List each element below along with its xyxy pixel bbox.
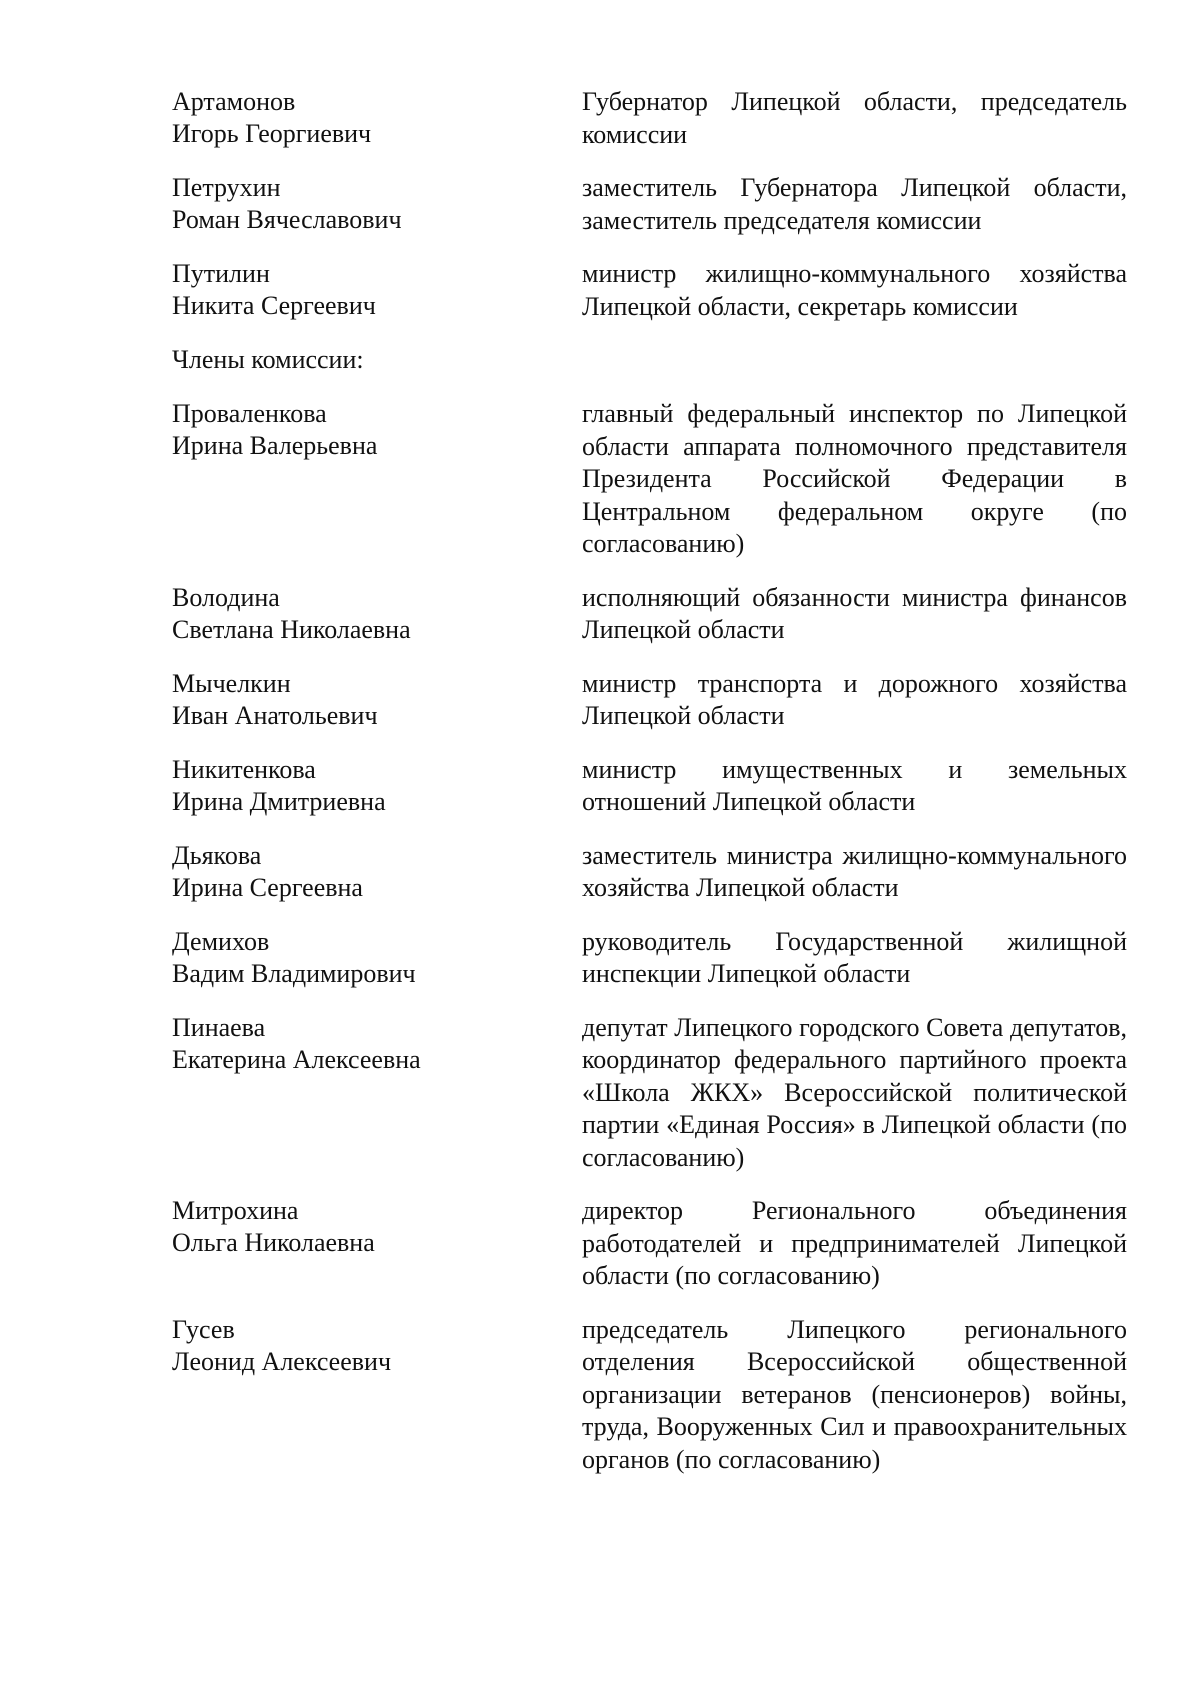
member-position: депутат Липецкого городского Совета депутатов, координатор федерального партийного проекта «Школа ЖКХ» Всероссийской политической партии «Единая Россия» в Липецкой области (по согласованию) [582, 1012, 1127, 1172]
member-name [172, 258, 582, 322]
commission-composition-list [172, 86, 1127, 1497]
commission-entry [172, 398, 1127, 561]
member-name [172, 840, 582, 904]
member-position: исполняющий обязанности министра финансов Липецкой области [582, 582, 1127, 644]
member-position: главный федеральный инспектор по Липецкой области аппарата полномочного представителя Президента Российской Федерации в Центральном федеральном округе (по согласованию) [582, 399, 1127, 558]
member-given-names: Вадим Владимирович [172, 958, 416, 988]
member-surname: Никитенкова [172, 754, 316, 784]
member-surname: Гусев [172, 1314, 235, 1344]
commission-entry [172, 668, 1127, 733]
member-position: министр имущественных и земельных отношений Липецкой области [582, 754, 1127, 816]
member-given-names: Ирина Валерьевна [172, 431, 378, 460]
member-given-names: Екатерина Алексеевна [172, 1044, 421, 1074]
member-position: руководитель Государственной жилищной инспекции Липецкой области [582, 926, 1127, 988]
commission-entry [172, 258, 1127, 323]
member-name [172, 1314, 582, 1378]
member-position: председатель Липецкого регионального отделения Всероссийской общественной организации ветеранов (пенсионеров) войны, труда, Вооруженных Сил и правоохранительных органов (по согласованию) [582, 1314, 1127, 1474]
member-given-names: Никита Сергеевич [172, 291, 376, 320]
member-position: Губернатор Липецкой области, председатель комиссии [582, 87, 1127, 149]
member-surname: Дьякова [172, 840, 262, 870]
commission-entry [172, 1012, 1127, 1175]
member-position: заместитель министра жилищно-коммунального хозяйства Липецкой области [582, 840, 1127, 902]
member-given-names: Иван Анатольевич [172, 700, 378, 730]
member-surname: Володина [172, 582, 280, 612]
member-surname: Демихов [172, 926, 270, 956]
member-surname: Митрохина [172, 1196, 299, 1225]
member-name [172, 582, 582, 646]
member-name [172, 1195, 582, 1259]
member-given-names: Леонид Алексеевич [172, 1346, 392, 1376]
commission-entry [172, 1195, 1127, 1293]
member-given-names: Игорь Георгиевич [172, 119, 372, 148]
commission-entry [172, 1314, 1127, 1477]
commission-entry [172, 754, 1127, 819]
member-surname: Проваленкова [172, 399, 327, 428]
member-position: заместитель Губернатора Липецкой области, заместитель председателя комиссии [582, 173, 1127, 235]
member-name [172, 926, 582, 990]
member-position: директор Регионального объединения работодателей и предпринимателей Липецкой области (по согласованию) [582, 1196, 1127, 1290]
member-surname: Путилин [172, 259, 270, 288]
commission-entry [172, 582, 1127, 647]
member-name [172, 86, 582, 150]
members-section-label: Члены комиссии: [172, 345, 364, 374]
member-name [172, 172, 582, 236]
member-given-names: Ирина Дмитриевна [172, 786, 386, 816]
member-name [172, 754, 582, 818]
member-given-names: Ирина Сергеевна [172, 872, 363, 902]
member-surname: Пинаева [172, 1012, 266, 1042]
member-surname: Артамонов [172, 87, 296, 116]
member-name [172, 668, 582, 732]
member-surname: Петрухин [172, 173, 281, 202]
member-given-names: Роман Вячеславович [172, 205, 402, 234]
member-given-names: Ольга Николаевна [172, 1228, 375, 1257]
member-name [172, 1012, 582, 1076]
member-surname: Мычелкин [172, 668, 291, 698]
member-name [172, 398, 582, 462]
member-position: министр транспорта и дорожного хозяйства Липецкой области [582, 668, 1127, 730]
member-given-names: Светлана Николаевна [172, 614, 411, 644]
member-position: министр жилищно-коммунального хозяйства Липецкой области, секретарь комиссии [582, 259, 1127, 321]
commission-entry [172, 926, 1127, 991]
commission-entry [172, 840, 1127, 905]
commission-entry [172, 86, 1127, 151]
commission-entry [172, 172, 1127, 237]
